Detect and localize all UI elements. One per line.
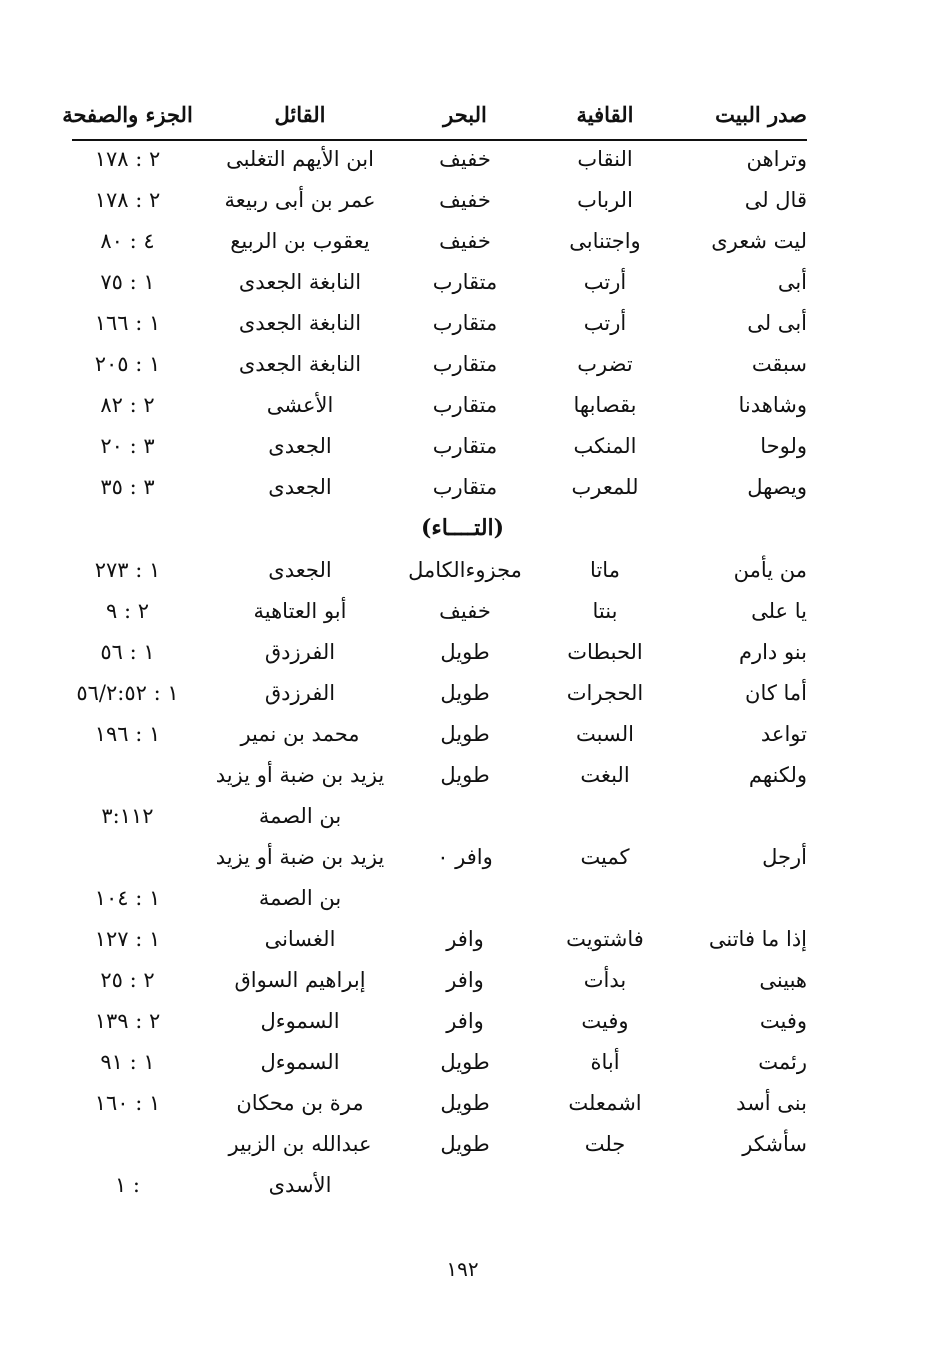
cell-poet: النابغة الجعدى [238, 270, 362, 294]
cell-rhyme [535, 796, 675, 836]
table-row [0, 714, 925, 754]
cell-rhyme: أباة [590, 1050, 620, 1074]
cell-volume-page: ١ : ٧٥ [100, 270, 155, 294]
table-row [0, 960, 925, 1000]
cell-first-words [657, 796, 807, 836]
cell-first-words: ولكنهم [748, 763, 807, 787]
cell-poet: إبراهيم السواق [234, 968, 366, 992]
cell-volume-page: ٢ : ٢٥ [100, 968, 155, 992]
cell-poet: الفرزدق [264, 681, 336, 705]
cell-poet: الفرزدق [264, 640, 336, 664]
cell-first-words: بنو دارم [738, 640, 807, 664]
cell-meter: متقارب [432, 393, 498, 417]
cell-first-words: وشاهدنا [738, 393, 807, 417]
header-first-words: صدر البيت [715, 102, 807, 127]
cell-first-words: وفيت [759, 1009, 807, 1033]
cell-rhyme: تضرب [577, 352, 633, 376]
cell-poet: النابغة الجعدى [238, 352, 362, 376]
cell-first-words: سأشكر [742, 1132, 807, 1156]
table-row [0, 591, 925, 631]
cell-rhyme [535, 1165, 675, 1205]
table-header [0, 95, 925, 135]
cell-volume-page: ١ : ٩١ [100, 1050, 155, 1074]
cell-volume-page [60, 837, 195, 877]
table-row [0, 385, 925, 425]
cell-meter: طويل [440, 1132, 490, 1156]
cell-first-words: بنى أسد [736, 1091, 807, 1115]
table-row [0, 303, 925, 343]
cell-first-words: إذا ما فاتنى [708, 927, 807, 951]
cell-volume-page: ٣ : ٣٥ [100, 475, 155, 499]
cell-meter: متقارب [432, 270, 498, 294]
table-row [0, 673, 925, 713]
cell-meter: خفيف [439, 188, 491, 212]
cell-poet: السموءل [260, 1009, 340, 1033]
cell-rhyme: للمعرب [571, 475, 639, 499]
cell-volume-page: ١ : ١٠٤ [94, 886, 161, 910]
table-row [0, 550, 925, 590]
cell-volume-page: ١ : ٢٧٣ [94, 558, 161, 582]
cell-first-words: أبى لى [747, 311, 807, 335]
cell-volume-page: ١ : ١٢٧ [94, 927, 161, 951]
cell-meter: وافر [446, 927, 484, 951]
cell-rhyme: أرتب [583, 311, 627, 335]
cell-meter: خفيف [439, 147, 491, 171]
cell-poet: الجعدى [268, 558, 332, 582]
cell-meter: وافر [446, 1009, 484, 1033]
table-row [0, 139, 925, 179]
cell-rhyme: المنكب [573, 434, 637, 458]
table-row [0, 878, 925, 918]
cell-meter: خفيف [439, 229, 491, 253]
cell-volume-page [60, 755, 195, 795]
cell-poet: يزيد بن ضبة أو يزيد [215, 845, 385, 869]
cell-poet: الأعشى [266, 393, 334, 417]
cell-rhyme: اشمعلت [568, 1091, 642, 1115]
cell-rhyme: النقاب [577, 147, 633, 171]
cell-rhyme: وفيت [581, 1009, 629, 1033]
cell-meter: طويل [440, 1091, 490, 1115]
header-meter: البحر [443, 102, 487, 127]
cell-volume-page: ١ : ١٦٦ [94, 311, 161, 335]
cell-poet: الجعدى [268, 434, 332, 458]
cell-rhyme [535, 878, 675, 918]
table-row [0, 1001, 925, 1041]
cell-rhyme: فاشتويت [566, 927, 644, 951]
table-row [0, 1083, 925, 1123]
cell-first-words: من يأمن [733, 558, 807, 582]
cell-poet: السموءل [260, 1050, 340, 1074]
cell-meter [395, 1165, 535, 1205]
header-poet: القائل [274, 102, 326, 127]
cell-rhyme: الحجرات [566, 681, 644, 705]
cell-poet: الأسدى [268, 1173, 332, 1197]
cell-volume-page: ٢ : ٨٢ [100, 393, 155, 417]
cell-poet: يعقوب بن الربيع [230, 229, 370, 253]
cell-poet: عمر بن أبى ربيعة [224, 188, 376, 212]
cell-meter: وافر ٠ [437, 845, 493, 869]
cell-poet: مرة بن محكان [236, 1091, 364, 1115]
cell-poet: الغسانى [264, 927, 336, 951]
cell-rhyme: السبت [576, 722, 634, 746]
cell-volume-page: ٤ : ٨٠ [100, 229, 155, 253]
cell-volume-page: ١ : [114, 1173, 141, 1197]
cell-meter: طويل [440, 681, 490, 705]
table-row [0, 1165, 925, 1205]
cell-rhyme: البغت [580, 763, 630, 787]
cell-meter: طويل [440, 1050, 490, 1074]
cell-rhyme: كميت [580, 845, 630, 869]
cell-meter: مجزوءالكامل [408, 558, 522, 582]
cell-first-words [657, 1165, 807, 1205]
cell-meter: طويل [440, 640, 490, 664]
table-row [0, 221, 925, 261]
cell-volume-page: ١ : ٢٠٥ [94, 352, 161, 376]
cell-meter: متقارب [432, 475, 498, 499]
cell-rhyme: بدأت [583, 968, 627, 992]
cell-volume-page: ٢ : ١٧٨ [94, 188, 161, 212]
cell-meter: متقارب [432, 352, 498, 376]
cell-first-words: وتراهن [746, 147, 807, 171]
cell-poet: محمد بن نمير [240, 722, 360, 746]
table-row [0, 467, 925, 507]
cell-meter: متقارب [432, 434, 498, 458]
cell-rhyme: الحبطات [567, 640, 643, 664]
cell-volume-page: ٢ : ١٧٨ [94, 147, 161, 171]
cell-poet: النابغة الجعدى [238, 311, 362, 335]
cell-first-words: ليت شعرى [711, 229, 807, 253]
cell-meter: خفيف [439, 599, 491, 623]
cell-meter [395, 878, 535, 918]
table-row [0, 426, 925, 466]
cell-poet: ابن الأيهم التغلبى [226, 147, 374, 171]
cell-rhyme: ماتا [590, 558, 620, 582]
cell-poet: بن الصمة [258, 886, 342, 910]
table-row [0, 344, 925, 384]
cell-volume-page: ١ : ٥٦ [100, 640, 155, 664]
cell-poet: بن الصمة [258, 804, 342, 828]
cell-first-words: قال لى [744, 188, 807, 212]
cell-meter: وافر [446, 968, 484, 992]
table-row [0, 796, 925, 836]
cell-meter: طويل [440, 722, 490, 746]
cell-volume-page: ٢ : ٩ [106, 599, 149, 623]
cell-first-words: رئمت [758, 1050, 807, 1074]
cell-meter [395, 796, 535, 836]
table-row [0, 180, 925, 220]
cell-rhyme: الرباب [577, 188, 633, 212]
cell-first-words: تواعد [760, 722, 807, 746]
cell-rhyme: أرتب [583, 270, 627, 294]
table-row [0, 632, 925, 672]
cell-first-words: أرجل [762, 845, 807, 869]
cell-first-words [657, 878, 807, 918]
cell-first-words: أما كان [745, 681, 807, 705]
cell-first-words: ولوحا [760, 434, 807, 458]
cell-poet: أبو العتاهية [253, 599, 347, 623]
cell-rhyme: جلت [584, 1132, 626, 1156]
table-row [0, 1042, 925, 1082]
cell-rhyme: بنتا [592, 599, 618, 623]
cell-first-words: أبى [777, 270, 807, 294]
cell-volume-page: ١ : ١٦٠ [94, 1091, 161, 1115]
header-rhyme: القافية [576, 102, 634, 127]
cell-rhyme: بقصابها [573, 393, 637, 417]
cell-meter: متقارب [432, 311, 498, 335]
cell-volume-page: ١ : ١٩٦ [94, 722, 161, 746]
section-title-ta: (التــــاء) [420, 515, 505, 541]
cell-meter: طويل [440, 763, 490, 787]
cell-first-words: سبقت [751, 352, 807, 376]
cell-volume-page: ٣:١١٢ [101, 804, 154, 828]
cell-first-words: ويصهل [747, 475, 807, 499]
cell-volume-page: ٢ : ١٣٩ [94, 1009, 161, 1033]
table-row [0, 1124, 925, 1164]
table-row [0, 262, 925, 302]
cell-volume-page: ٣ : ٢٠ [100, 434, 155, 458]
cell-poet: عبدالله بن الزبير [228, 1132, 372, 1156]
table-row [0, 919, 925, 959]
cell-first-words: هبينى [759, 968, 807, 992]
table-row [0, 755, 925, 795]
cell-rhyme: واجتنابى [569, 229, 641, 253]
cell-poet: يزيد بن ضبة أو يزيد [215, 763, 385, 787]
header-volume-page: الجزء والصفحة [62, 102, 193, 127]
cell-poet: الجعدى [268, 475, 332, 499]
page-number: ١٩٢ [446, 1257, 479, 1281]
table-row [0, 837, 925, 877]
cell-first-words: يا على [751, 599, 807, 623]
cell-volume-page [60, 1124, 195, 1164]
cell-volume-page: ١ : ٥٦/٢:٥٢ [76, 681, 179, 705]
